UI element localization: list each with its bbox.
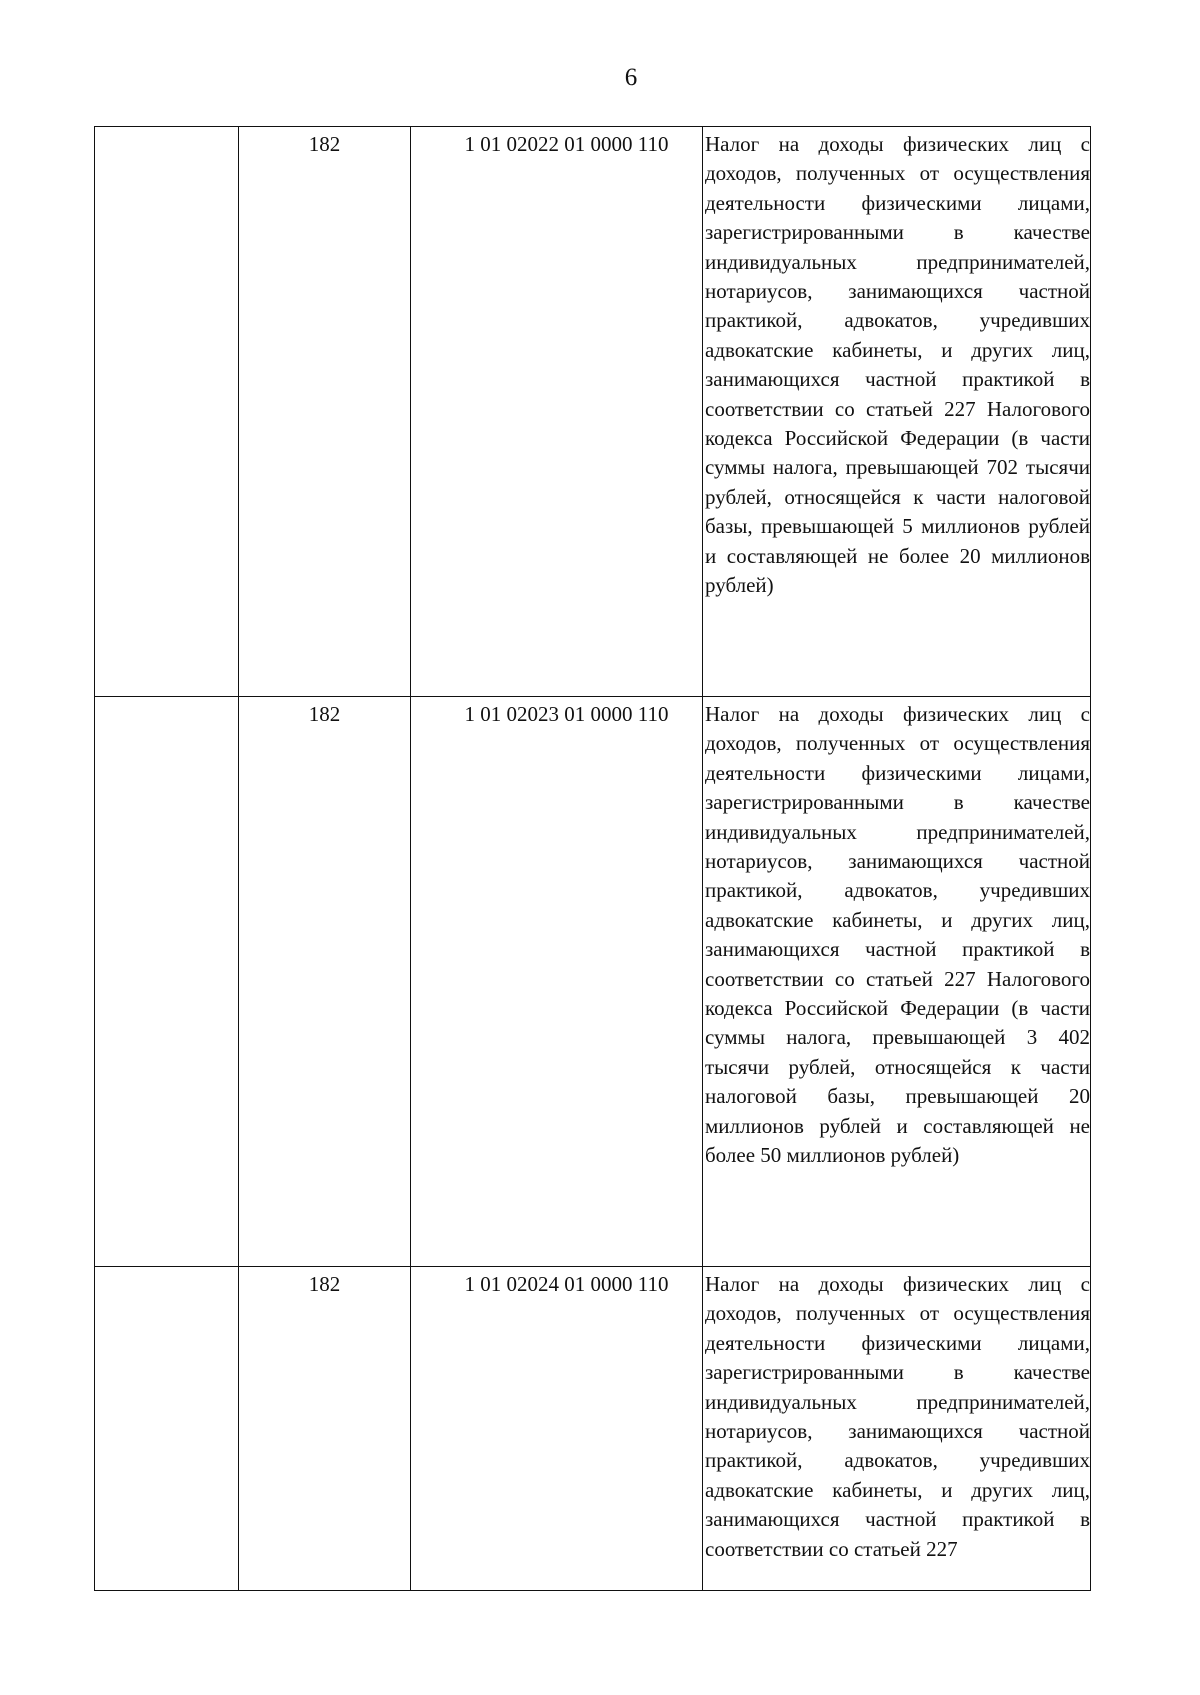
- description-cell: Налог на доходы физических лиц с доходов, полученных от осуществления деятельности физическими лицами, зарегистрированными в качестве индивидуальных предпринимателей, нотариусов, занимающихся частной практикой, адвокатов, учредивших адвокатские кабинеты, и других лиц, занимающихся частной практикой в соответствии со статьей 227: [703, 1267, 1091, 1591]
- revenue-codes-table: [94, 126, 1091, 1591]
- page-number: 6: [624, 64, 638, 91]
- empty-cell: [95, 1267, 239, 1591]
- empty-cell: [95, 127, 239, 697]
- admin-code-cell: 182: [239, 1267, 411, 1591]
- admin-code-cell: 182: [239, 127, 411, 697]
- table-row: [95, 1267, 1091, 1591]
- kbk-code-cell: 1 01 02023 01 0000 110: [411, 697, 703, 1267]
- table-row: [95, 127, 1091, 697]
- table-row: [95, 697, 1091, 1267]
- description-cell: Налог на доходы физических лиц с доходов, полученных от осуществления деятельности физическими лицами, зарегистрированными в качестве индивидуальных предпринимателей, нотариусов, занимающихся частной практикой, адвокатов, учредивших адвокатские кабинеты, и других лиц, занимающихся частной практикой в соответствии со статьей 227 Налогового кодекса Российской Федерации (в части суммы налога, превышающей 702 тысячи рублей, относящейся к части налоговой базы, превышающей 5 миллионов рублей и составляющей не более 20 миллионов рублей): [703, 127, 1091, 697]
- kbk-code-cell: 1 01 02024 01 0000 110: [411, 1267, 703, 1591]
- empty-cell: [95, 697, 239, 1267]
- admin-code-cell: 182: [239, 697, 411, 1267]
- description-cell: Налог на доходы физических лиц с доходов, полученных от осуществления деятельности физическими лицами, зарегистрированными в качестве индивидуальных предпринимателей, нотариусов, занимающихся частной практикой, адвокатов, учредивших адвокатские кабинеты, и других лиц, занимающихся частной практикой в соответствии со статьей 227 Налогового кодекса Российской Федерации (в части суммы налога, превышающей 3 402 тысячи рублей, относящейся к части налоговой базы, превышающей 20 миллионов рублей и составляющей не более 50 миллионов рублей): [703, 697, 1091, 1267]
- kbk-code-cell: 1 01 02022 01 0000 110: [411, 127, 703, 697]
